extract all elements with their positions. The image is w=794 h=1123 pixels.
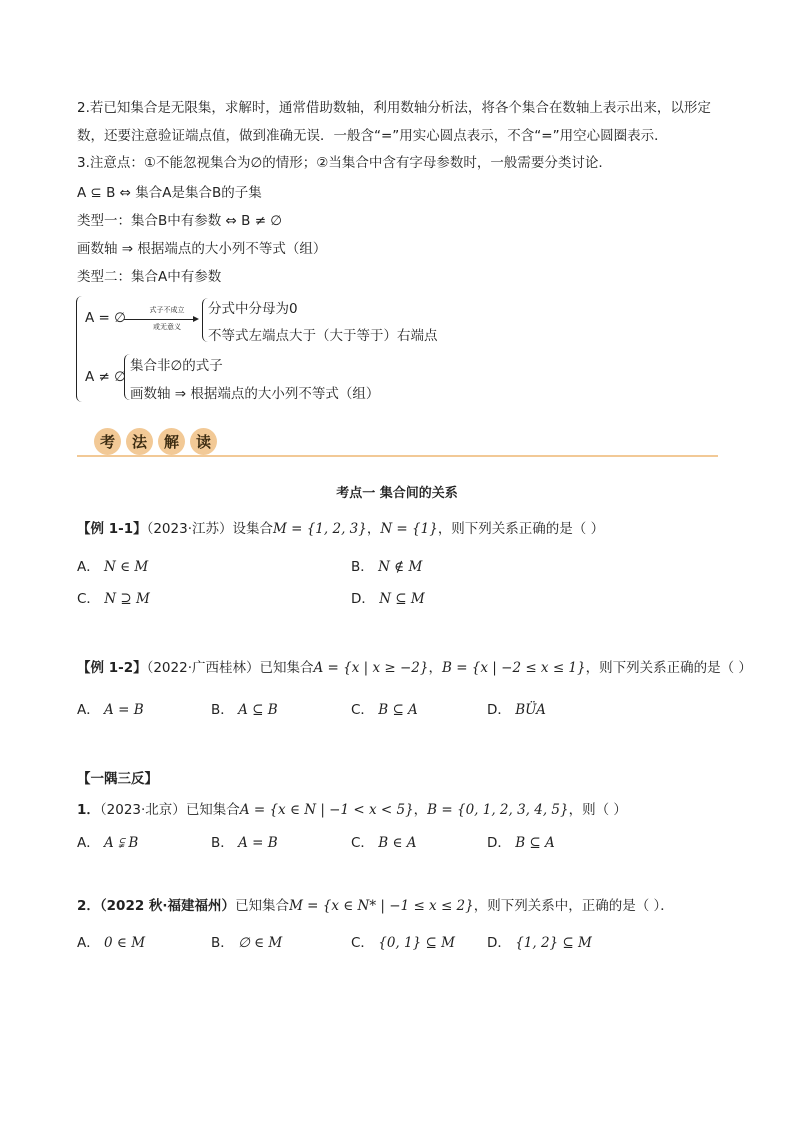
- question-source: （2023·北京）: [99, 802, 186, 818]
- case-empty-option-a: 分式中分母为0: [208, 301, 298, 317]
- option-d[interactable]: D． B ⊆ A: [487, 835, 555, 851]
- paragraph-2-line-2: 数，还要注意验证端点值，做到准确无误．一般含“=”用实心圆点表示，不含“=”用空心圆圈表示．: [77, 128, 668, 144]
- option-c[interactable]: C． {0, 1} ⊆ M: [351, 935, 455, 951]
- stem-text: 已知集合: [259, 660, 314, 676]
- summary-line-type-one: 类型一：集合B中有参数 ⇔ B ≠ ∅: [77, 213, 283, 229]
- banner-char-4: 读: [190, 428, 217, 455]
- question-number: 1．: [77, 802, 100, 818]
- stem-text-end: ，则下列关系正确的是（ ）: [585, 660, 752, 676]
- stem-text-end: ，则下列关系中，正确的是（ ）．: [473, 898, 674, 914]
- stem-text: 设集合: [232, 521, 273, 537]
- case-nonempty-option-b: 画数轴 ⇒ 根据端点的大小列不等式（组）: [130, 386, 380, 402]
- banner-divider: [77, 455, 718, 457]
- set-b: B = {x | −2 ≤ x ≤ 1}: [441, 660, 586, 676]
- banner-char-1: 考: [94, 428, 121, 455]
- arrow-condition-bottom: 或无意义: [153, 323, 181, 331]
- option-d[interactable]: D． {1, 2} ⊆ M: [487, 935, 592, 951]
- summary-line-subset: A ⊆ B ⇔ 集合A是集合B的子集: [77, 185, 262, 201]
- example-1-2-stem: 【例 1-2】（2022·广西桂林）已知集合A = {x | x ≥ −2}，B = {x | −2 ≤ x ≤ 1}，则下列关系正确的是（ ）: [77, 660, 752, 676]
- banner-char-2: 法: [126, 428, 153, 455]
- option-a[interactable]: A． A ⫋ B: [77, 835, 139, 851]
- option-d[interactable]: D． N ⊆ M: [351, 591, 425, 607]
- option-d[interactable]: D． BÜA: [487, 702, 546, 718]
- arrow-head-icon: [193, 316, 199, 322]
- set-m: M = {x ∈ N* | −1 ≤ x ≤ 2}: [289, 898, 474, 914]
- arrow-condition-top: 式子不成立: [149, 306, 185, 314]
- option-c[interactable]: C． B ∈ A: [351, 835, 417, 851]
- option-b[interactable]: B． A ⊆ B: [211, 702, 278, 718]
- option-b[interactable]: B． ∅ ∈ M: [211, 935, 283, 951]
- paragraph-2-line-1: 2.若已知集合是无限集，求解时，通常借助数轴，利用数轴分析法，将各个集合在数轴上表示出来，以形定: [77, 100, 711, 116]
- case-nonempty-option-a: 集合非∅的式子: [130, 358, 223, 374]
- arrow-line: [124, 319, 193, 320]
- set-a: A = {x ∈ N | −1 < x < 5}: [239, 802, 414, 818]
- section-title: 考点一 集合间的关系: [336, 486, 458, 501]
- example-source: （2023·江苏）: [146, 521, 233, 537]
- option-a[interactable]: A． A = B: [77, 702, 144, 718]
- question-source: （2022 秋·福建福州）: [99, 898, 236, 914]
- summary-line-number-axis: 画数轴 ⇒ 根据端点的大小列不等式（组）: [77, 241, 327, 257]
- stem-text: 已知集合: [185, 802, 240, 818]
- banner-char-3: 解: [158, 428, 185, 455]
- example-tag: 【例 1-2】: [77, 660, 147, 676]
- set-m: M = {1, 2, 3}: [273, 521, 367, 537]
- option-a[interactable]: A． 0 ∈ M: [77, 935, 146, 951]
- case-empty-option-b: 不等式左端点大于（大于等于）右端点: [208, 328, 438, 344]
- option-c[interactable]: C． B ⊆ A: [351, 702, 418, 718]
- option-b[interactable]: B． N ∉ M: [351, 559, 423, 575]
- summary-line-type-two: 类型二：集合A中有参数: [77, 269, 222, 285]
- question-number: 2．: [77, 898, 100, 914]
- set-a: A = {x | x ≥ −2}: [313, 660, 429, 676]
- outer-brace: [76, 296, 83, 402]
- option-c[interactable]: C． N ⊇ M: [77, 591, 150, 607]
- case-empty-label: A = ∅: [85, 310, 126, 326]
- set-b: B = {0, 1, 2, 3, 4, 5}: [427, 802, 569, 818]
- stem-text: 已知集合: [235, 898, 290, 914]
- example-tag: 【例 1-1】: [77, 521, 147, 537]
- stem-text-end: ，则（ ）: [568, 802, 627, 818]
- practice-1-stem: 1．（2023·北京）已知集合A = {x ∈ N | −1 < x < 5}，B = {0, 1, 2, 3, 4, 5}，则（ ）: [77, 802, 627, 818]
- case-nonempty-label: A ≠ ∅: [85, 369, 126, 385]
- paragraph-3: 3.注意点：①不能忽视集合为∅的情形；②当集合中含有字母参数时，一般需要分类讨论.: [77, 155, 603, 171]
- practice-header: 【一隅三反】: [77, 771, 158, 787]
- option-b[interactable]: B． A = B: [211, 835, 278, 851]
- option-a[interactable]: A． N ∈ M: [77, 559, 149, 575]
- stem-text-end: ，则下列关系正确的是（ ）: [437, 521, 605, 537]
- set-n: N = {1}: [380, 521, 438, 537]
- example-source: （2022·广西桂林）: [146, 660, 260, 676]
- example-1-1-stem: 【例 1-1】（2023·江苏）设集合M = {1, 2, 3}，N = {1}，则下列关系正确的是（ ）: [77, 521, 605, 537]
- practice-2-stem: [77, 894, 674, 914]
